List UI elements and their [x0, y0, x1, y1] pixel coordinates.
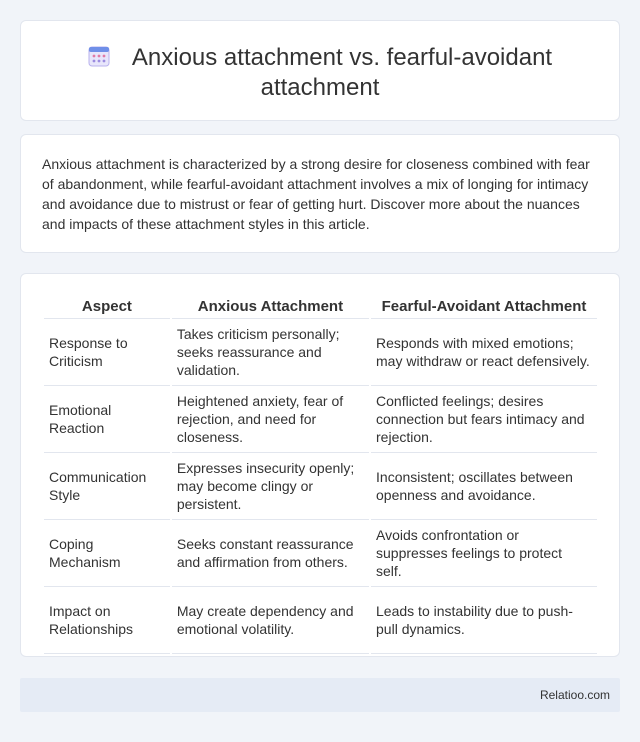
table-cell-anxious: Takes criticism personally; seeks reassurance and validation.	[172, 319, 369, 386]
table-row	[44, 386, 597, 453]
table-row	[44, 453, 597, 520]
page-title	[21, 43, 619, 103]
table-cell-aspect: Coping Mechanism	[44, 520, 170, 587]
table-cell-anxious: May create dependency and emotional volatility.	[172, 587, 369, 654]
table-cell-aspect: Impact on Relationships	[44, 587, 170, 654]
comparison-table	[42, 295, 599, 654]
page-title-text: Anxious attachment vs. fearful-avoidant attachment	[131, 44, 553, 101]
table-cell-aspect: Emotional Reaction	[44, 386, 170, 453]
table-cell-fearful-avoidant: Avoids confrontation or suppresses feelings to protect self.	[371, 520, 597, 587]
table-row	[44, 587, 597, 654]
table-cell-anxious: Heightened anxiety, fear of rejection, and need for closeness.	[172, 386, 369, 453]
comparison-table-card	[20, 273, 620, 657]
table-cell-fearful-avoidant: Conflicted feelings; desires connection but fears intimacy and rejection.	[371, 386, 597, 453]
table-cell-anxious: Expresses insecurity openly; may become clingy or persistent.	[172, 453, 369, 520]
table-cell-fearful-avoidant: Leads to instability due to push-pull dynamics.	[371, 587, 597, 654]
footer-brand[interactable]: Relatioo.com	[539, 688, 610, 702]
table-cell-aspect: Communication Style	[44, 453, 170, 520]
intro-card	[20, 134, 620, 253]
title-card	[20, 20, 620, 121]
calendar-icon	[88, 45, 110, 67]
intro-paragraph: Anxious attachment is characterized by a strong desire for closeness combined with fear of abandonment, while fearful-avoidant attachment involves a mix of longing for intimacy and avoidance due to mistrust or fear of getting hurt. Discover more about the nuances and impacts of these attachment styles in this article.	[42, 156, 590, 232]
header-fearful-avoidant: Fearful-Avoidant Attachment	[371, 295, 597, 319]
table-row	[44, 319, 597, 386]
table-cell-aspect: Response to Criticism	[44, 319, 170, 386]
header-aspect: Aspect	[44, 295, 170, 319]
table-cell-fearful-avoidant: Responds with mixed emotions; may withdraw or react defensively.	[371, 319, 597, 386]
table-row	[44, 520, 597, 587]
header-anxious: Anxious Attachment	[172, 295, 369, 319]
table-header-row	[44, 295, 597, 319]
table-cell-fearful-avoidant: Inconsistent; oscillates between openness and avoidance.	[371, 453, 597, 520]
footer	[20, 678, 620, 712]
table-cell-anxious: Seeks constant reassurance and affirmation from others.	[172, 520, 369, 587]
